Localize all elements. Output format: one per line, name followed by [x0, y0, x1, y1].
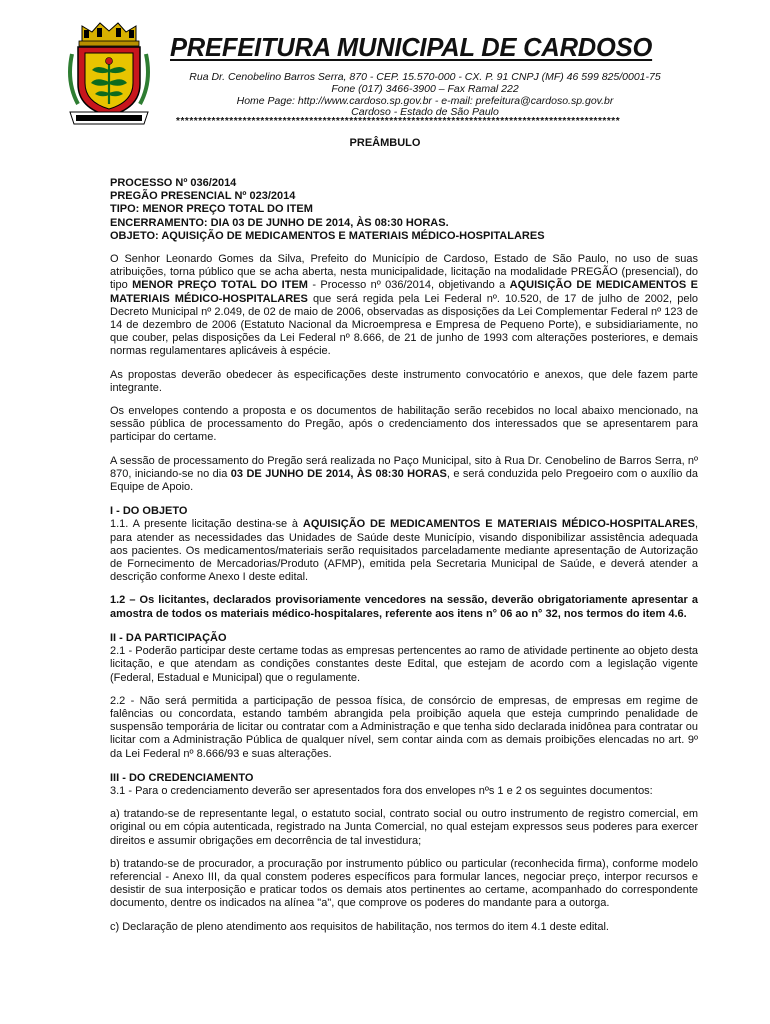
intro-paragraph-4: A sessão de processamento do Pregão será realizada no Paço Municipal, sito à Rua Dr. Cenobelino de Barros Serra, nº 870, iniciando-se no dia 03 DE JUNHO DE 2014, ÀS 08:30 HORAS, e será conduzida pelo Pregoeiro com o auxílio da Equipe de Apoio. — [110, 454, 698, 494]
document-body — [110, 177, 698, 934]
section-2-2: 2.2 - Não será permitida a participação de pessoa física, de consórcio de empresas, de empresas em regime de falências ou concordata, estando também abrangida pela proibição aquela que esteja cumprindo penalidade de suspensão temporária de licitar ou contratar com a Administração e que tenha sido declarada inidônea para contratar ou licitar com a Administração Pública de qualquer nível, sem contar ainda com as demais proibições elencadas no art. 9º da Lei Federal nº 8.666/93 e suas alterações. — [110, 694, 698, 760]
preambulo-heading: PREÂMBULO — [349, 137, 421, 149]
section-2-title: II - DA PARTICIPAÇÃO — [110, 631, 227, 644]
section-1-2: 1.2 – Os licitantes, declarados provisoriamente vencedores na sessão, deverão obrigatoriamente apresentar a amostra de todos os materiais médico-hospitalares, referente aos itens n° 06 ao n° 32, nos termos do item 4.6. — [110, 594, 698, 620]
section-3-item-c: c) Declaração de pleno atendimento aos requisitos de habilitação, nos termos do item 4.1 deste edital. — [110, 920, 609, 933]
letterhead-title: PREFEITURA MUNICIPAL DE CARDOSO — [170, 34, 653, 62]
processo-number: PROCESSO Nº 036/2014 — [110, 177, 237, 189]
section-2-1: 2.1 - Poderão participar deste certame todas as empresas pertencentes ao ramo de atividade pertinente ao objeto desta licitação, e que atendam as condições constantes deste Edital, que estejam de acordo com a legislação vigente (Federal, Estadual e Municipal) que o regulamente. — [110, 645, 698, 684]
objeto-line: OBJETO: AQUISIÇÃO DE MEDICAMENTOS E MATERIAIS MÉDICO-HOSPITALARES — [110, 229, 545, 242]
letterhead-address: Rua Dr. Cenobelino Barros Serra, 870 - CEP. 15.570-000 - CX. P. 91 CNPJ (MF) 46 599 825/0001-75 — [189, 71, 661, 83]
intro-paragraph-1: O Senhor Leonardo Gomes da Silva, Prefeito do Município de Cardoso, Estado de São Paulo, no uso de suas atribuições, torna público que se acha aberta, nesta municipalidade, licitação na modalidade PREGÃO (presencial), do tipo MENOR PREÇO TOTAL DO ITEM - Processo nº 036/2014, objetivando a AQUISIÇÃO DE MEDICAMENTOS E MATERIAIS MÉDICO-HOSPITALARES que será regida pela Lei Federal nº. 10.520, de 17 de julho de 2002, pelo Decreto Municipal nº 2.049, de 02 de maio de 2006, observadas as disposições da Lei Complementar Federal nº 123 de 14 de dezembro de 2006 (Estatuto Nacional da Microempresa e Empresa de Pequeno Porte), e subsidiariamente, no que couber, pelas disposições da Lei Federal nº 8.666, de 21 de junho de 1993 com alterações posteriores, e demais normas regulamentares aplicáveis à espécie. — [110, 253, 699, 358]
section-3-item-a: a) tratando-se de representante legal, o estatuto social, contrato social ou outro instrumento de registro comercial, em original ou em cópia autenticada, registrado na Junta Comercial, no qual estejam expressos seus poderes para exercer direitos e assumir obrigações em decorrência de tal investidura; — [110, 808, 698, 847]
intro-paragraph-3: Os envelopes contendo a proposta e os documentos de habilitação serão recebidos no local abaixo mencionado, na sessão pública de processamento do Pregão, após o credenciamento dos interessados que se apresentarem para participar do certame. — [110, 405, 698, 444]
intro-paragraph-2: As propostas deverão obedecer às especificações deste instrumento convocatório e anexos, que dele fazem parte integrante. — [110, 368, 698, 394]
letterhead-separator: **************************************************************************************************** — [176, 116, 621, 127]
municipal-crest-icon — [64, 20, 154, 130]
letterhead-city: Cardoso - Estado de São Paulo — [351, 106, 499, 118]
section-1-title: I - DO OBJETO — [110, 505, 188, 518]
letterhead-web: Home Page: http://www.cardoso.sp.gov.br - e-mail: prefeitura@cardoso.sp.gov.br — [236, 95, 614, 107]
pregao-number: PREGÃO PRESENCIAL Nº 023/2014 — [110, 190, 296, 203]
section-3-item-b: b) tratando-se de procurador, a procuração por instrumento público ou particular (reconhecida firma), conforme modelo referencial - Anexo III, da qual constem poderes específicos para formular lances, negociar preço, interpor recursos e desistir de sua interposição e praticar todos os demais atos pertinentes ao certame, acompanhado do correspondente documento, dentre os indicados na alínea "a", que comprove os poderes do mandante para a outorga. — [110, 857, 698, 910]
section-3-1: 3.1 - Para o credenciamento deverão ser apresentados fora dos envelopes nºs 1 e 2 os seguintes documentos: — [110, 784, 653, 797]
section-3-title: III - DO CREDENCIAMENTO — [110, 771, 254, 784]
encerramento-line: ENCERRAMENTO: DIA 03 DE JUNHO DE 2014, ÀS 08:30 HORAS. — [110, 216, 449, 229]
section-1-1: 1.1. A presente licitação destina-se à AQUISIÇÃO DE MEDICAMENTOS E MATERIAIS MÉDICO-HOSPITALARES, para atender as necessidades das Unidades de Saúde deste Município, visando disponibilizar assistência adequada aos pacientes. Os medicamentos/materiais serão requisitados parceladamente mediante apresentação de Autorização de Fornecimento de Mercadorias/Produto (AFMP), emitida pela Secretaria Municipal de Saúde, e deverá atender a descrição conforme Anexo I deste edital. — [110, 518, 698, 584]
letterhead-phone: Fone (017) 3466-3900 – Fax Ramal 222 — [331, 83, 519, 95]
tipo-line: TIPO: MENOR PREÇO TOTAL DO ITEM — [110, 203, 313, 216]
